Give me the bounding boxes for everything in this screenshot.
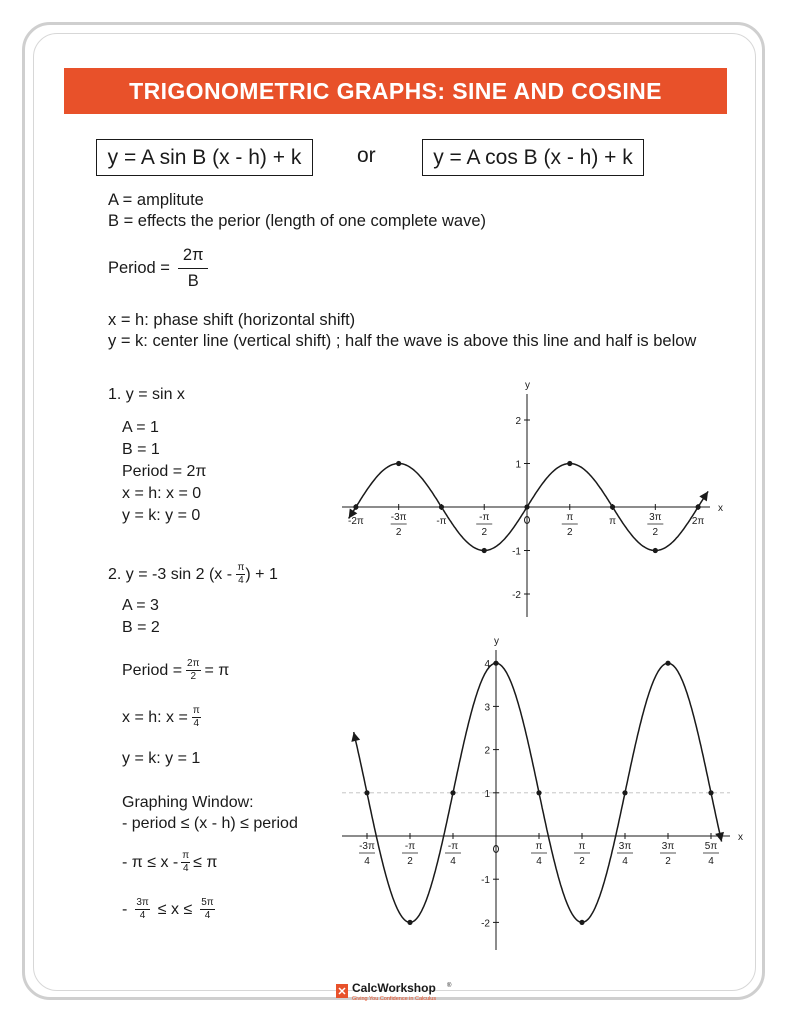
inequality-2-left-fraction [135,898,149,921]
key-point [364,790,369,795]
inequality-2-right-numerator: 5π [201,897,214,908]
example1-line-h: x = h: x = 0 [122,485,202,502]
x-tick-label-denominator: 4 [450,856,456,867]
y-axis-label: y [525,380,530,391]
example2-period-result: = π [204,661,230,679]
period-denominator: B [187,271,199,290]
key-point [622,790,627,795]
x-tick-label: -2π [348,516,364,527]
x-tick-label: π [609,516,616,527]
cosine-formula: y = A cos B (x - h) + k [433,145,633,169]
x-axis-label: x [738,832,743,843]
x-tick-label-numerator: π [578,841,586,852]
inequality-1-numerator: π [182,850,190,861]
y-tick-label: -2 [512,590,521,601]
sine-graph [330,372,740,622]
key-point [708,790,713,795]
calcworkshop-logo [334,978,458,1004]
example1-line-a: A = 1 [122,419,159,436]
curve-arrow-left [351,732,360,742]
inequality-1-end: ≤ π [193,853,218,871]
cosine-formula-box [422,139,644,176]
x-tick-label: -π [436,516,447,527]
example2-period-fraction [186,659,200,682]
x-tick-label-numerator: -π [479,512,490,523]
y-tick-label: -1 [481,875,490,887]
inequality-1 [122,851,217,874]
period-label: Period = [108,258,170,277]
example2-h-denominator: 4 [193,718,200,729]
title-banner [64,68,727,114]
x-tick-label-numerator: -π [447,841,459,852]
y-axis-label: y [494,636,499,647]
example1-heading: 1. y = sin x [108,386,185,403]
k-definition: y = k: center line (vertical shift) ; half the wave is above this line and half is below [108,332,697,350]
sine-formula-box [96,139,313,176]
example2-h-label: x = h: x = [122,708,188,726]
x-tick-label-numerator: 3π [649,512,662,523]
h-definition: x = h: phase shift (horizontal shift) [108,311,356,329]
x-tick-label-numerator: 5π [704,841,718,852]
inequality-2-left-denominator: 4 [139,910,146,921]
example1-line-period: Period = 2π [122,463,207,480]
x-tick-label-denominator: 4 [364,856,370,867]
example1-line-k: y = k: y = 0 [122,507,201,524]
example2-k: y = k: y = 1 [122,750,201,767]
y-tick-label: -1 [512,546,521,558]
x-tick-label-numerator: 3π [618,841,632,852]
x-tick-label-denominator: 2 [481,527,488,538]
x-tick-label-denominator: 4 [536,856,542,867]
inequality-1-fraction [181,851,190,874]
logo-trademark: ® [447,983,452,989]
x-tick-label-numerator: -3π [390,512,407,523]
inequality-2 [122,898,215,921]
x-axis-label: x [718,503,723,514]
key-point [524,504,529,509]
transformed-sine-graph [330,628,750,958]
key-point [450,790,455,795]
example2-period-numerator: 2π [187,658,200,669]
key-point [482,548,487,553]
example2-heading-fraction [236,563,245,586]
example2-h [122,706,201,729]
graphing-window-rule: - period ≤ (x - h) ≤ period [122,815,298,832]
example2-h-numerator: π [192,705,200,716]
example2-period [122,659,229,682]
example2-h-fraction [192,706,201,729]
or-text: or [357,144,376,167]
example2-heading [108,563,278,586]
y-tick-label: 3 [484,702,490,714]
period-fraction [178,247,209,289]
x-tick-label-numerator: 3π [661,841,675,852]
x-tick-label-denominator: 2 [407,856,413,867]
y-tick-label: 1 [515,459,521,471]
example1-line-b: B = 1 [122,441,160,458]
key-point [439,504,444,509]
x-tick-label-numerator: -π [404,841,416,852]
y-tick-label: 2 [515,416,521,427]
inequality-2-left-numerator: 3π [136,897,149,908]
curve-arrow-right [699,491,708,501]
period-numerator: 2π [178,247,209,269]
key-point [536,790,541,795]
logo-tagline: Giving You Confidence in Calculus [352,996,437,1002]
inequality-2-minus: - [122,900,128,918]
page-title: TRIGONOMETRIC GRAPHS: SINE AND COSINE [129,77,662,104]
x-tick-label-denominator: 4 [708,856,714,867]
b-definition: B = effects the perior (length of one complete wave) [108,212,487,230]
y-tick-label: 1 [484,788,490,800]
x-tick-label-denominator: 2 [652,527,659,538]
x-tick-label-numerator: π [566,512,574,523]
logo-name: CalcWorkshop [352,981,436,995]
key-point [579,920,584,925]
inequality-2-right-denominator: 4 [204,910,211,921]
x-tick-label-denominator: 2 [665,856,671,867]
key-point [353,504,358,509]
example2-period-denominator: 2 [190,671,197,682]
x-tick-label-denominator: 2 [395,527,402,538]
y-tick-label: 4 [484,659,490,671]
key-point [493,661,498,666]
x-tick-label-denominator: 4 [622,856,628,867]
x-tick-label-numerator: π [535,841,543,852]
key-point [653,548,658,553]
x-tick-label-denominator: 2 [566,527,573,538]
y-tick-label: 2 [484,745,490,757]
example2-period-label: Period = [122,661,183,679]
sine-formula: y = A sin B (x - h) + k [107,145,302,169]
example2-heading-numerator: π [237,562,245,573]
inequality-1-denominator: 4 [182,863,189,874]
amplitude-definition: A = amplitute [108,191,204,209]
period-formula [108,247,208,289]
example2-heading-start: 2. y = -3 sin 2 (x - [108,565,237,583]
inequality-2-middle: ≤ x ≤ [157,900,193,918]
example2-b: B = 2 [122,619,160,636]
key-point [610,504,615,509]
calcworkshop-logo-image [334,978,458,1004]
x-tick-label-numerator: -3π [359,841,375,852]
y-tick-label: -2 [481,918,490,930]
key-point [407,920,412,925]
example2-a: A = 3 [122,597,159,614]
inequality-2-right-fraction [200,898,214,921]
x-tick-label-denominator: 2 [579,856,585,867]
key-point [396,461,401,466]
key-point [695,504,700,509]
example2-heading-denominator: 4 [238,575,244,586]
inequality-1-start: - π ≤ x - [122,853,179,871]
example2-heading-end: ) + 1 [245,565,278,583]
key-point [665,661,670,666]
x-tick-label: 2π [691,516,705,527]
graphing-window-title: Graphing Window: [122,794,254,811]
key-point [567,461,572,466]
